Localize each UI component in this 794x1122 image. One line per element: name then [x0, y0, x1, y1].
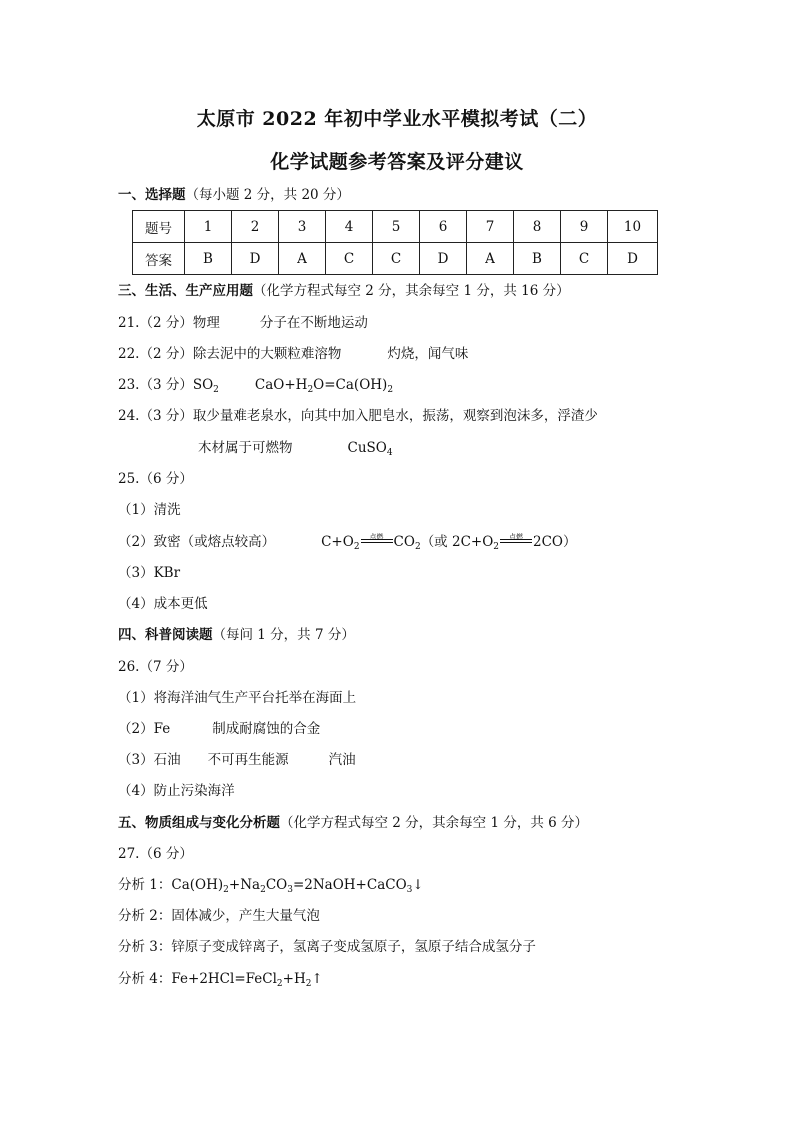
table-cell: D [232, 243, 279, 275]
q27-analysis-3: 分析 3：锌原子变成锌离子，氢离子变成氢原子，氢原子结合成氢分子 [118, 939, 536, 955]
q26-answer-2b: 制成耐腐蚀的合金 [212, 721, 321, 737]
table-cell: C [561, 243, 608, 275]
q27-equation-1 [171, 877, 423, 893]
table-cell: D [420, 243, 467, 275]
q26-part-1: （1）将海洋油气生产平台托举在海面上 [118, 690, 357, 706]
subscript: 2 [387, 385, 394, 395]
q22-answer-1: 22.（2 分）除去泥中的大颗粒难溶物 [118, 346, 342, 362]
table-cell: 7 [467, 211, 514, 243]
formula-text: C+O [321, 534, 354, 550]
q23-line [118, 376, 393, 394]
formula-text: Ca(OH) [171, 877, 224, 893]
q27-analysis-2: 分析 2：固体减少，产生大量气泡 [118, 908, 320, 924]
formula-text: +Na [228, 877, 261, 893]
analysis-label: 分析 4： [118, 971, 172, 987]
section-1-title: 一、选择题 [118, 187, 186, 203]
table-cell: B [514, 243, 561, 275]
reaction-condition-arrow [499, 533, 533, 547]
q23-answer-1: 23.（3 分）SO [118, 377, 214, 393]
subscript: 3 [287, 885, 293, 895]
subscript: 2 [307, 385, 314, 395]
formula-text: 2CO） [533, 534, 577, 550]
q26-answer-3b: 不可再生能源 [207, 752, 289, 768]
q25-part-1: （1）清洗 [118, 502, 181, 518]
precipitate-arrow-icon: ↓ [412, 877, 424, 893]
table-cell: 5 [373, 211, 420, 243]
table-cell: A [467, 243, 514, 275]
document-subtitle: 化学试题参考答案及评分建议 [270, 151, 524, 173]
q26-answer-2a: （2）Fe [118, 721, 171, 737]
subscript: 2 [223, 885, 229, 895]
q23-equation [255, 377, 393, 393]
subscript: 2 [276, 979, 283, 989]
table-row-answers [133, 243, 658, 275]
reaction-condition-label: 点燃 [369, 533, 384, 541]
table-cell: 6 [420, 211, 467, 243]
table-cell: C [326, 243, 373, 275]
q26-heading: 26.（7 分） [118, 659, 193, 675]
table-cell: 1 [185, 211, 232, 243]
q25-part-4: （4）成本更低 [118, 596, 208, 612]
table-cell: 10 [608, 211, 658, 243]
section-5-title: 五、物质组成与变化分析题 [118, 815, 280, 831]
table-cell: D [608, 243, 658, 275]
subscript: 2 [353, 542, 360, 552]
subscript: 2 [213, 385, 219, 395]
table-cell: 2 [232, 211, 279, 243]
formula-text: +H [282, 971, 306, 987]
q26-part-4: （4）防止污染海洋 [118, 783, 235, 799]
q26-answer-3a: （3）石油 [118, 752, 181, 768]
table-cell: 8 [514, 211, 561, 243]
q27-equation-4 [171, 971, 322, 987]
subscript: 2 [260, 885, 266, 895]
table-cell: B [185, 243, 232, 275]
section-4-title: 四、科普阅读题 [118, 627, 213, 643]
formula-text: Fe+2HCl=FeCl [171, 971, 277, 987]
q25-equation [321, 534, 576, 550]
formula-text: =2NaOH+CaCO [292, 877, 407, 893]
section-5-note: （化学方程式每空 2 分，其余每空 1 分，共 6 分） [280, 815, 589, 831]
q22-answer-2: 灼烧，闻气味 [387, 346, 469, 362]
q26-part-2 [118, 720, 320, 738]
q27-analysis-1 [118, 876, 424, 894]
formula-text: （或 2C+O [420, 534, 494, 550]
section-3-title: 三、生活、生产应用题 [118, 283, 253, 299]
reaction-condition-label: 点燃 [509, 533, 524, 541]
q24-line-1: 24.（3 分）取少量难老泉水，向其中加入肥皂水，振荡，观察到泡沫多，浮渣少 [118, 408, 598, 424]
q25-part-3: （3）KBr [118, 565, 181, 581]
answer-table [132, 210, 658, 275]
formula-text: O=Ca(OH) [313, 377, 388, 393]
q27-heading: 27.（6 分） [118, 846, 193, 862]
subscript: 2 [493, 542, 500, 552]
table-cell: 4 [326, 211, 373, 243]
q21-answer-1: 21.（2 分）物理 [118, 315, 220, 331]
analysis-label: 分析 1： [118, 877, 172, 893]
q21-line [118, 314, 368, 332]
section-3-note: （化学方程式每空 2 分，其余每空 1 分，共 16 分） [253, 283, 570, 299]
section-1-note: （每小题 2 分，共 20 分） [185, 187, 350, 203]
subscript: 2 [414, 542, 421, 552]
document-title: 太原市 2022 年初中学业水平模拟考试（二） [196, 108, 598, 130]
q27-analysis-4 [118, 970, 323, 988]
gas-arrow-icon: ↑ [311, 971, 323, 987]
formula-text: CO [393, 534, 415, 550]
table-cell: C [373, 243, 420, 275]
subscript: 3 [406, 885, 413, 895]
row-label-answer: 答案 [133, 243, 185, 275]
table-row-numbers [133, 211, 658, 243]
q26-answer-3c: 汽油 [328, 752, 356, 768]
q25-answer-2a: （2）致密（或熔点较高） [118, 534, 276, 550]
formula-text: CaO+H [254, 377, 308, 393]
q25-part-2 [118, 533, 577, 551]
q26-part-3 [118, 751, 356, 769]
q24-answer-3: CuSO [347, 440, 387, 456]
subscript: 4 [386, 448, 393, 458]
q25-heading: 25.（6 分） [118, 471, 193, 487]
section-4-heading [118, 626, 355, 644]
q22-line [118, 345, 468, 363]
reaction-condition-arrow [360, 533, 394, 547]
q21-answer-2: 分子在不断地运动 [259, 315, 368, 331]
formula-text: CO [265, 877, 288, 893]
table-cell: 9 [561, 211, 608, 243]
section-5-heading [118, 814, 588, 832]
q24-answer-2: 木材属于可燃物 [198, 440, 293, 456]
table-cell: A [279, 243, 326, 275]
table-cell: 3 [279, 211, 326, 243]
section-3-heading [118, 282, 570, 300]
section-4-note: （每问 1 分，共 7 分） [212, 627, 355, 643]
subscript: 2 [305, 979, 312, 989]
row-label-number: 题号 [133, 211, 185, 243]
section-1-heading [118, 186, 350, 204]
q24-line-2 [198, 439, 393, 457]
